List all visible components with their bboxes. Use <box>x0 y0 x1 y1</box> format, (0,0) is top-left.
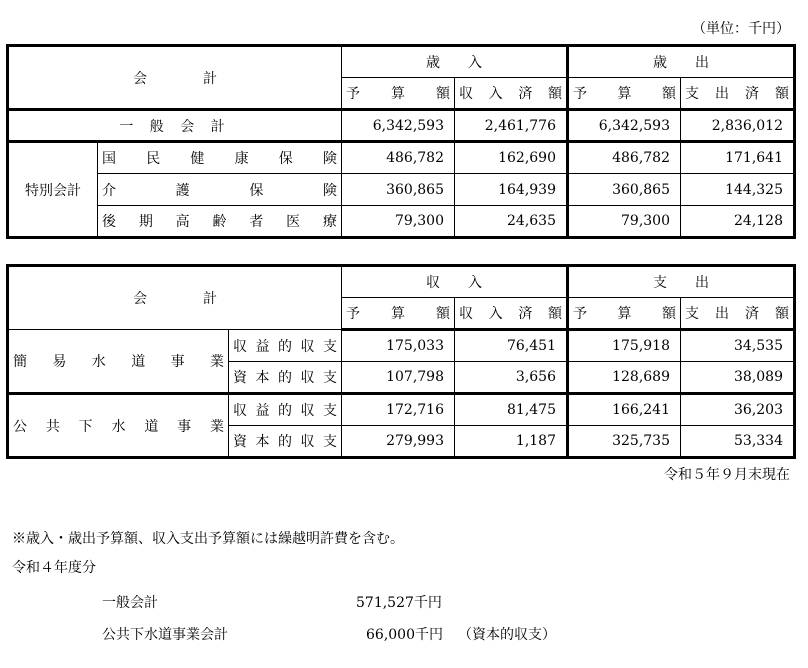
prior-year-label: 令和４年度分 <box>12 560 96 576</box>
special-row-expenditure-spent: 171,641 <box>681 142 795 174</box>
special-row-revenue-collected: 164,939 <box>455 174 568 206</box>
general-revenue-collected: 2,461,776 <box>455 110 568 142</box>
carryover-amount: 571,527千円 <box>356 595 442 611</box>
enterprise-outgo-spent: 53,334 <box>681 426 795 458</box>
general-revenue-budget: 6,342,593 <box>342 110 455 142</box>
enterprise-row-label: 資本的収支 <box>229 426 342 458</box>
special-row-expenditure-budget: 486,782 <box>568 142 681 174</box>
carryover-note: ※歳入・歳出予算額、収入支出予算額には繰越明許費を含む。 <box>12 531 404 547</box>
as-of-date: 令和５年９月末現在 <box>664 467 790 483</box>
unit-label: （単位：千円） <box>692 21 790 37</box>
enterprise-group-label: 公共下水道事業 <box>8 394 229 458</box>
enterprise-outgo-budget: 175,918 <box>568 330 681 362</box>
special-row-revenue-budget: 79,300 <box>342 206 455 238</box>
enterprise-income-budget: 175,033 <box>342 330 455 362</box>
general-account-label <box>8 110 342 142</box>
carryover-remark: （資本的収支） <box>458 627 556 643</box>
enterprise-row-label: 資本的収支 <box>229 362 342 394</box>
expenditure-header: 歳 出 <box>568 46 795 78</box>
expenditure-spent-header: 支 出 済 額 <box>681 78 795 110</box>
income-budget-header: 予 算 額 <box>342 298 455 330</box>
enterprise-income-budget: 279,993 <box>342 426 455 458</box>
carryover-label: 公共下水道事業会計 <box>102 627 228 643</box>
enterprise-income-collected: 76,451 <box>455 330 568 362</box>
outgo-header: 支 出 <box>568 266 795 298</box>
special-row-label: 国民健康保険 <box>98 142 342 174</box>
special-row-revenue-collected: 24,635 <box>455 206 568 238</box>
enterprise-income-budget: 107,798 <box>342 362 455 394</box>
special-row-revenue-budget: 360,865 <box>342 174 455 206</box>
outgo-spent-header: 支 出 済 額 <box>681 298 795 330</box>
enterprise-row-label: 収益的収支 <box>229 330 342 362</box>
enterprise-group-label: 簡易水道事業 <box>8 330 229 394</box>
special-row-revenue-budget: 486,782 <box>342 142 455 174</box>
expenditure-budget-header: 予 算 額 <box>568 78 681 110</box>
income-collected-header: 収 入 済 額 <box>455 298 568 330</box>
enterprise-income-collected: 3,656 <box>455 362 568 394</box>
general-special-accounts-table <box>6 44 796 239</box>
revenue-header: 歳 入 <box>342 46 568 78</box>
enterprise-income-collected: 1,187 <box>455 426 568 458</box>
general-expenditure-spent: 2,836,012 <box>681 110 795 142</box>
special-row-label: 後期高齢者医療 <box>98 206 342 238</box>
outgo-budget-header: 予 算 額 <box>568 298 681 330</box>
general-account-label-text: 一 般 会 計 <box>119 118 231 135</box>
enterprise-accounts-table <box>6 264 796 459</box>
carryover-amount: 66,000千円 <box>366 627 443 643</box>
income-header: 収 入 <box>342 266 568 298</box>
account-header: 会 計 <box>8 46 342 110</box>
enterprise-outgo-spent: 34,535 <box>681 330 795 362</box>
enterprise-row-label: 収益的収支 <box>229 394 342 426</box>
revenue-collected-header: 収 入 済 額 <box>455 78 568 110</box>
special-row-expenditure-budget: 79,300 <box>568 206 681 238</box>
enterprise-outgo-budget: 128,689 <box>568 362 681 394</box>
enterprise-outgo-spent: 36,203 <box>681 394 795 426</box>
enterprise-income-collected: 81,475 <box>455 394 568 426</box>
special-row-expenditure-budget: 360,865 <box>568 174 681 206</box>
enterprise-outgo-budget: 325,735 <box>568 426 681 458</box>
special-row-expenditure-spent: 24,128 <box>681 206 795 238</box>
carryover-label: 一般会計 <box>102 595 158 611</box>
general-expenditure-budget: 6,342,593 <box>568 110 681 142</box>
revenue-budget-header: 予 算 額 <box>342 78 455 110</box>
special-row-label: 介護保険 <box>98 174 342 206</box>
enterprise-outgo-budget: 166,241 <box>568 394 681 426</box>
special-account-group-label: 特別会計 <box>8 142 98 238</box>
enterprise-income-budget: 172,716 <box>342 394 455 426</box>
special-row-revenue-collected: 162,690 <box>455 142 568 174</box>
account-header: 会 計 <box>8 266 342 330</box>
enterprise-outgo-spent: 38,089 <box>681 362 795 394</box>
special-row-expenditure-spent: 144,325 <box>681 174 795 206</box>
